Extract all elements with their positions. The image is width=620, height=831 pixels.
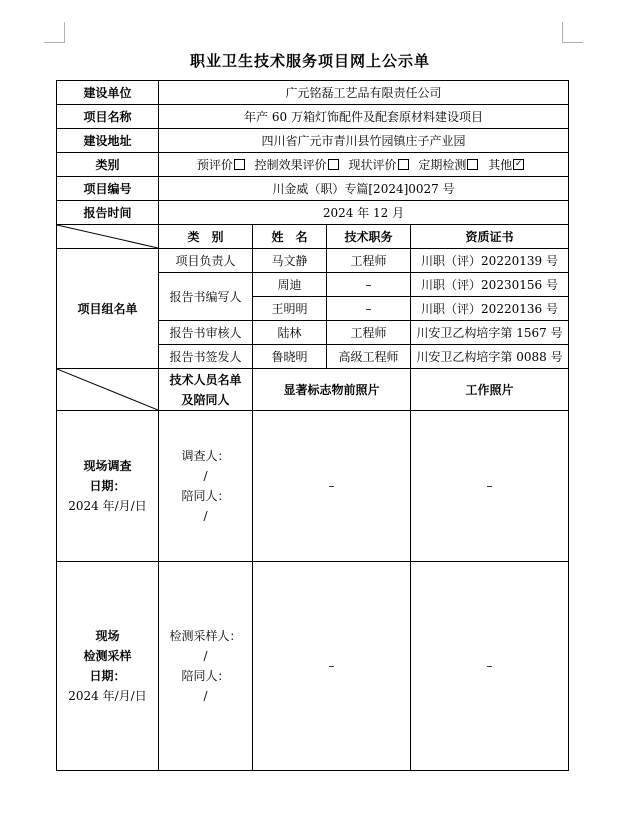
survey-landmark-photo: –	[253, 411, 411, 562]
member-name: 周迪	[253, 273, 327, 297]
team-label: 项目组名单	[57, 249, 159, 369]
survey-work-photo: –	[411, 411, 569, 562]
member-role: 项目负责人	[159, 249, 253, 273]
row-address	[57, 129, 569, 153]
sampling-label-1: 现场	[95, 629, 120, 643]
sampling-staff-cell	[159, 562, 253, 771]
option-periodic-test-label: 定期检测	[418, 158, 467, 172]
option-periodic-test-checkbox[interactable]	[467, 159, 478, 170]
team-header-title: 技术职务	[327, 225, 411, 249]
page-corner-mark-right	[562, 22, 583, 43]
category-label: 类别	[57, 153, 159, 177]
member-cert: 川职（评）20220136 号	[411, 297, 569, 321]
unit-value: 广元铭磊工艺品有限责任公司	[159, 81, 569, 105]
page-corner-mark-left	[44, 22, 65, 43]
row-project-name	[57, 105, 569, 129]
member-cert: 川安卫乙构培字第 1567 号	[411, 321, 569, 345]
photo-header-staff-line1: 技术人员名单	[169, 372, 242, 387]
project-no-value: 川金威（职）专篇[2024]0027 号	[159, 177, 569, 201]
unit-label: 建设单位	[57, 81, 159, 105]
member-title: –	[327, 297, 411, 321]
member-role: 报告书审核人	[159, 321, 253, 345]
member-title: 工程师	[327, 321, 411, 345]
member-title: 高级工程师	[327, 345, 411, 369]
survey-date-label: 日期：	[89, 479, 126, 493]
survey-date-cell	[57, 411, 159, 562]
member-role: 报告书编写人	[159, 273, 253, 321]
project-no-label: 项目编号	[57, 177, 159, 201]
survey-label: 现场调查	[83, 459, 132, 473]
report-time-label: 报告时间	[57, 201, 159, 225]
option-status-eval-label: 现状评价	[348, 158, 397, 172]
sampling-date-label: 日期：	[89, 669, 126, 683]
survey-row	[57, 411, 569, 562]
team-header-row	[57, 225, 569, 249]
surveyor-label: 调查人：	[181, 449, 230, 463]
sampling-work-photo: –	[411, 562, 569, 771]
photo-header-row	[57, 369, 569, 411]
member-cert: 川安卫乙构培字第 0088 号	[411, 345, 569, 369]
row-project-no	[57, 177, 569, 201]
address-value: 四川省广元市青川县竹园镇庄子产业园	[159, 129, 569, 153]
option-pre-eval-label: 预评价	[196, 158, 233, 172]
sampler-label: 检测采样人：	[169, 629, 242, 643]
option-control-eval-checkbox[interactable]	[328, 159, 339, 170]
member-title: –	[327, 273, 411, 297]
photo-header-staff	[159, 369, 253, 411]
survey-date: 2024 年/月/日	[68, 499, 147, 513]
category-options	[159, 153, 569, 177]
surveyor-value: /	[203, 469, 208, 483]
report-time-value: 2024 年 12 月	[159, 201, 569, 225]
address-label: 建设地址	[57, 129, 159, 153]
photo-header-staff-line2: 及陪同人	[181, 392, 230, 407]
survey-staff-cell	[159, 411, 253, 562]
project-name-label: 项目名称	[57, 105, 159, 129]
sampling-date-cell	[57, 562, 159, 771]
team-header-diagonal	[57, 225, 159, 249]
option-control-eval-label: 控制效果评价	[254, 158, 327, 172]
option-pre-eval-checkbox[interactable]	[234, 159, 245, 170]
sampling-companion-value: /	[203, 689, 208, 703]
option-other-label: 其他	[488, 158, 513, 172]
publicity-form	[56, 80, 569, 771]
team-row	[57, 249, 569, 273]
member-cert: 川职（评）20230156 号	[411, 273, 569, 297]
sampling-date: 2024 年/月/日	[68, 689, 147, 703]
survey-companion-label: 陪同人：	[181, 489, 230, 503]
member-name: 王明明	[253, 297, 327, 321]
member-cert: 川职（评）20220139 号	[411, 249, 569, 273]
sampler-value: /	[203, 649, 208, 663]
option-other-checkbox[interactable]: ✓	[514, 159, 523, 169]
team-header-role: 类 别	[159, 225, 253, 249]
member-name: 陆林	[253, 321, 327, 345]
row-category	[57, 153, 569, 177]
team-header-cert: 资质证书	[411, 225, 569, 249]
photo-header-work: 工作照片	[411, 369, 569, 411]
row-report-time	[57, 201, 569, 225]
photo-header-diagonal	[57, 369, 159, 411]
survey-companion-value: /	[203, 509, 208, 523]
sampling-row	[57, 562, 569, 771]
photo-header-landmark: 显著标志物前照片	[253, 369, 411, 411]
member-name: 鲁晓明	[253, 345, 327, 369]
member-title: 工程师	[327, 249, 411, 273]
sampling-landmark-photo: –	[253, 562, 411, 771]
project-name-value: 年产 60 万箱灯饰配件及配套原材料建设项目	[159, 105, 569, 129]
row-unit	[57, 81, 569, 105]
option-status-eval-checkbox[interactable]	[398, 159, 409, 170]
member-name: 马文静	[253, 249, 327, 273]
diagonal-line	[57, 369, 158, 410]
page-title: 职业卫生技术服务项目网上公示单	[189, 52, 430, 70]
sampling-companion-label: 陪同人：	[181, 669, 230, 683]
member-role: 报告书签发人	[159, 345, 253, 369]
team-header-name: 姓 名	[253, 225, 327, 249]
sampling-label-2: 检测采样	[83, 649, 132, 663]
diagonal-line	[57, 225, 158, 248]
